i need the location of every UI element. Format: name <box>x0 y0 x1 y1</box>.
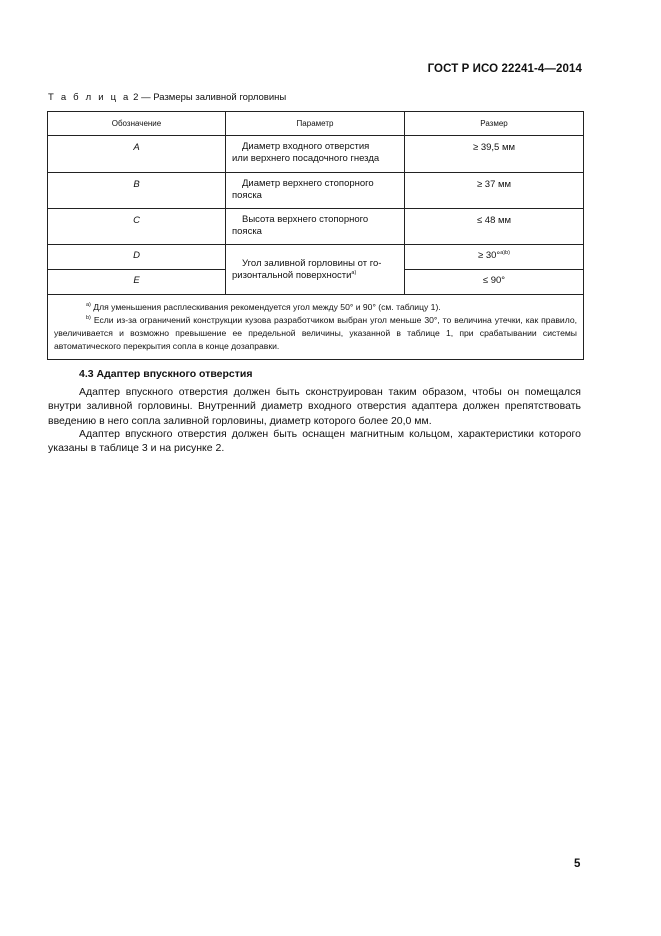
column-header-parameter: Параметр <box>226 112 405 136</box>
table-notes-row <box>48 295 584 360</box>
size-cell: ≤ 48 мм <box>476 215 512 226</box>
table-title <box>48 92 286 103</box>
footnote-mark: a)b) <box>500 249 510 256</box>
page-number: 5 <box>574 858 581 870</box>
parameter-line: ризонтальной поверхности$^{a)}$ <box>232 269 357 281</box>
size-cell: ≥ 39,5 мм <box>472 142 516 153</box>
parameter-line: Диаметр верхнего стопорного <box>242 178 374 189</box>
parameter-line: или верхнего посадочного гнезда <box>232 153 380 164</box>
table-row <box>48 173 584 209</box>
table-caption: 2 — Размеры заливной горловины <box>130 92 287 103</box>
designation-cell: C <box>133 215 140 226</box>
parameter-line: Высота верхнего стопорного <box>242 214 369 225</box>
parameter-line: Диаметр входного отверстия <box>242 141 370 152</box>
column-header-designation: Обозначение <box>48 112 226 136</box>
footnote: $^{b)}$ Если из-за ограничений конструкции кузова разработчиком выбран угол меньше 30°, то величина утечки, как правило, увеличивается и возможно превышение ее предельной величины, указанной в таблице 1, при срабатывании системы автоматического перекрытия сопла в конце дозаправки. <box>54 315 577 351</box>
size-cell: ≥ 30°$^{a)b)}$ <box>477 249 510 261</box>
body-paragraph: Адаптер впускного отверстия должен быть сконструирован таким образом, чтобы он помещался внутри заливной горловины. Внутренний диаметр входного отверстия адаптера должен препятствовать введению в него сопла заливной горловины, диаметр которого более 20,0 мм. <box>48 386 581 427</box>
designation-cell: B <box>133 179 140 190</box>
size-cell: ≥ 37 мм <box>476 179 512 190</box>
footnote: $^{a)}$ Для уменьшения расплескивания рекомендуется угол между 50° и 90° (см. таблицу 1). <box>86 302 441 312</box>
table-row <box>48 245 584 270</box>
table-row <box>48 136 584 173</box>
table-header-row <box>48 112 584 136</box>
designation-cell: E <box>133 275 140 286</box>
parameter-line: Угол заливной горловины от го- <box>242 257 382 269</box>
size-cell: ≤ 90° <box>482 275 506 286</box>
dimensions-table <box>47 111 584 360</box>
parameter-line: пояска <box>232 226 262 237</box>
body-paragraph: Адаптер впускного отверстия должен быть оснащен магнитным кольцом, характеристики которого указаны в таблице 3 и на рисунке 2. <box>48 428 581 455</box>
designation-cell: A <box>133 142 140 153</box>
designation-cell: D <box>133 250 140 261</box>
parameter-line: пояска <box>232 190 262 201</box>
standard-designation: ГОСТ Р ИСО 22241-4—2014 <box>427 63 582 75</box>
section-heading: 4.3 Адаптер впускного отверстия <box>79 368 253 380</box>
table-row <box>48 209 584 245</box>
column-header-size: Размер <box>405 112 584 136</box>
table-label: Т а б л и ц а <box>48 92 131 103</box>
footnote-mark: a) <box>351 269 357 276</box>
